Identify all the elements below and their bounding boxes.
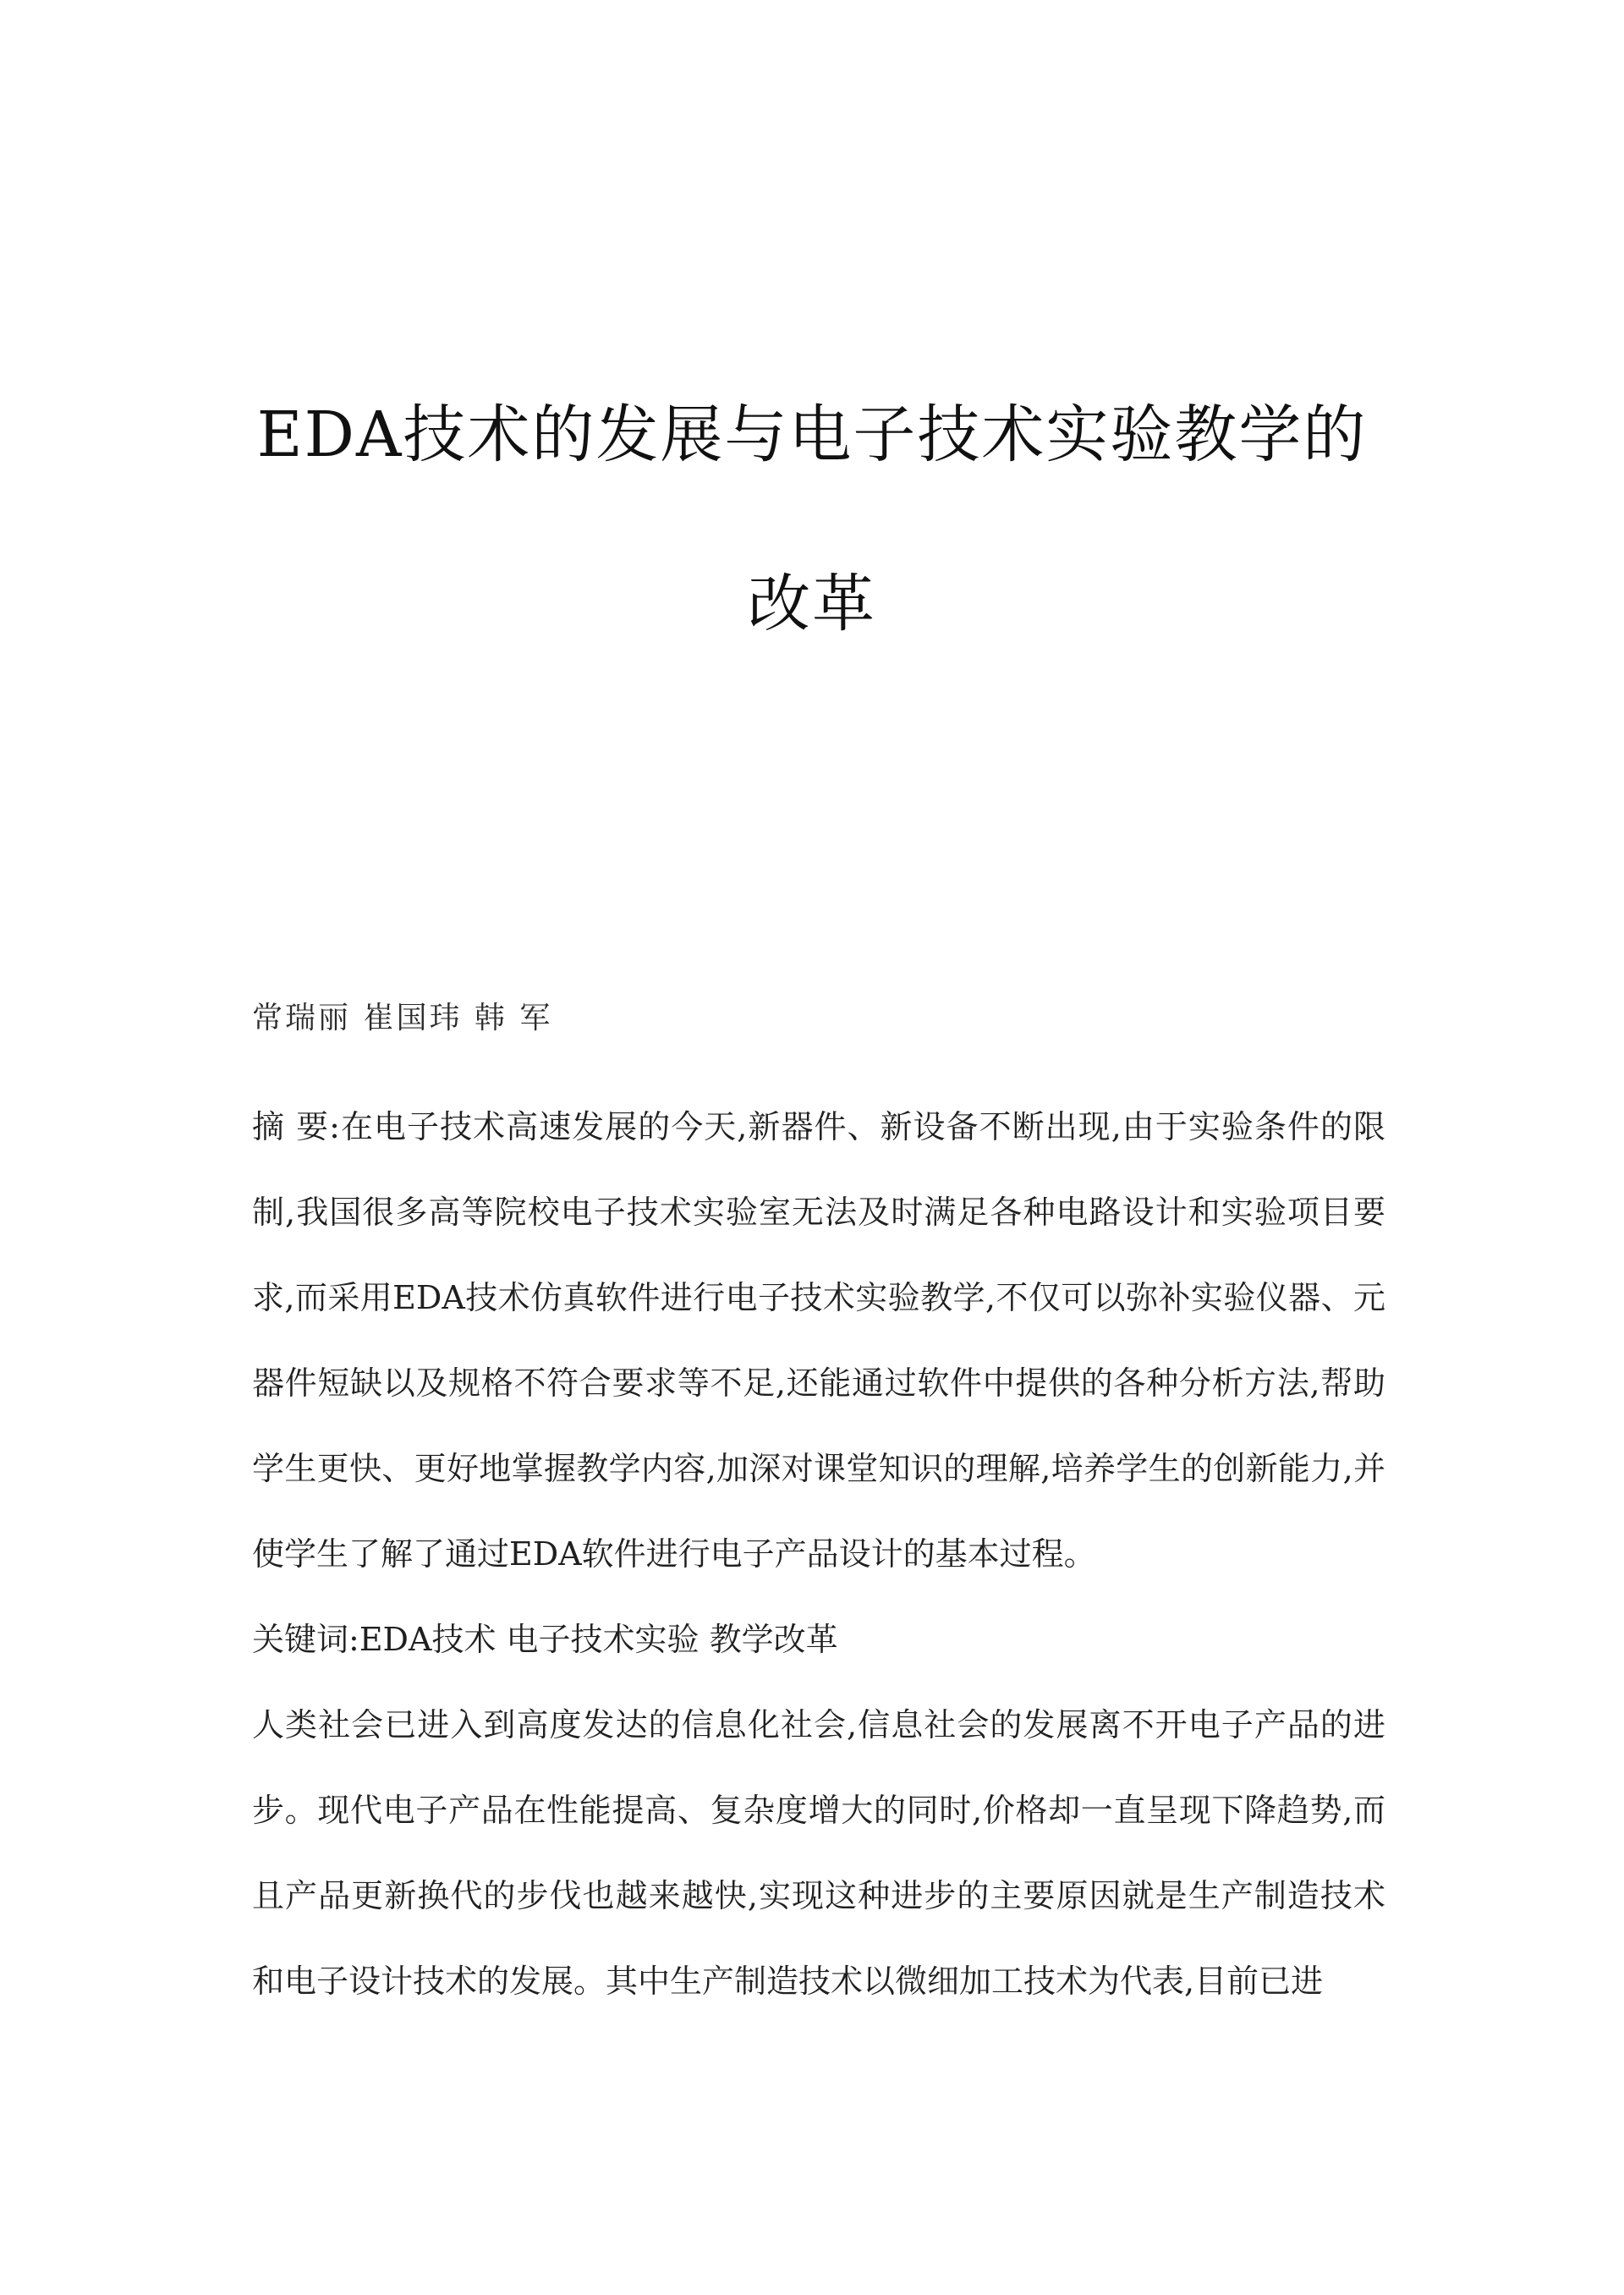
title-line-2: 改革 [748,568,876,640]
keywords-label: 关键词: [252,1621,359,1658]
abstract-text: 在电子技术高速发展的今天,新器件、新设备不断出现,由于实验条件的限制,我国很多高等院校电子技术实验室无法及时满足各种电路设计和实验项目要求,而采用EDA技术仿真软件进行电子技术实验教学,不仅可以弥补实验仪器、元器件短缺以及规格不符合要求等不足,还能通过软件中提供的各种分析方法,帮助学生更快、更好地掌握教学内容,加深对课堂知识的理解,培养学生的创新能力,并使学生了解了通过EDA软件进行电子产品设计的基本过程。 [252,1108,1385,1573]
body-paragraph: 人类社会已进入到高度发达的信息化社会,信息社会的发展离不开电子产品的进步。现代电子产品在性能提高、复杂度增大的同时,价格却一直呈现下降趋势,而且产品更新换代的步伐也越来越快,实现这种进步的主要原因就是生产制造技术和电子设计技术的发展。其中生产制造技术以微细加工技术为代表,目前已进 [252,1706,1385,2000]
authors: 常瑞丽 崔国玮 韩 军 [252,1001,553,1035]
title-line-1: EDA技术的发展与电子技术实验教学的 [256,398,1368,471]
abstract-label: 摘 要: [252,1108,340,1145]
document-content [252,994,1385,2024]
abstract [252,1084,1385,1597]
keywords [252,1597,1385,1683]
keywords-text: EDA技术 电子技术实验 教学改革 [359,1621,838,1658]
